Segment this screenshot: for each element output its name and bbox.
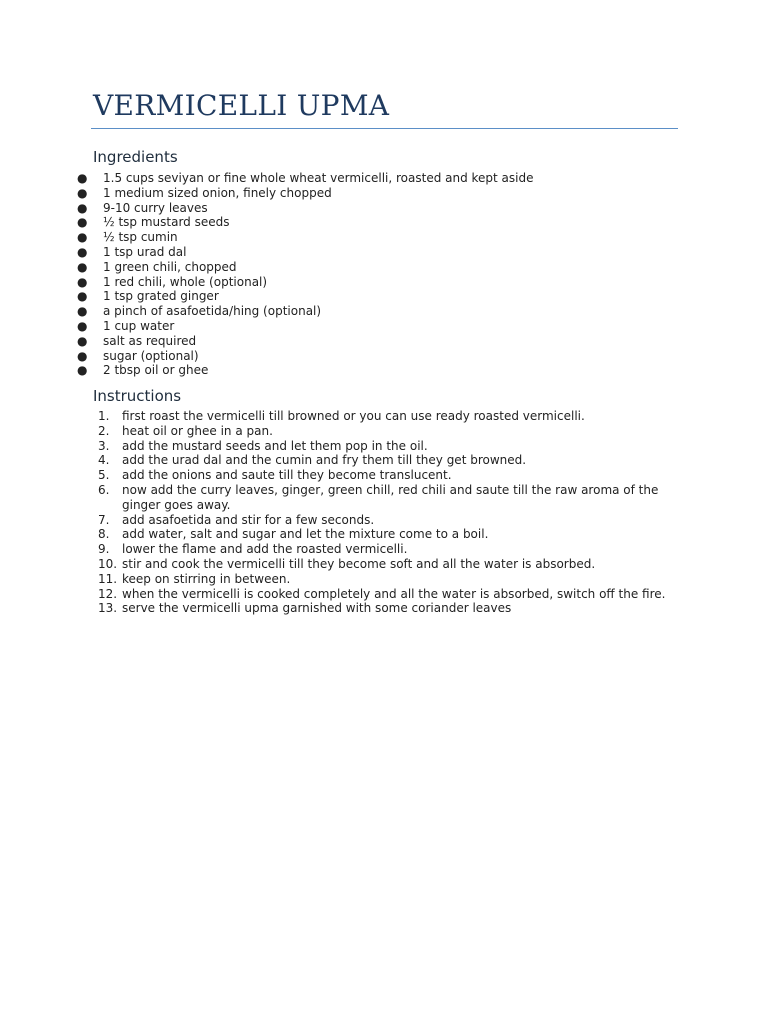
- step-number: 5.: [98, 468, 110, 483]
- step-text: serve the vermicelli upma garnished with some coriander leaves: [122, 601, 512, 616]
- bullet-icon: ●: [77, 171, 88, 185]
- bullet-icon: ●: [77, 333, 88, 348]
- step-text: when the vermicelli is cooked completely and all the water is absorbed, switch off the fire.: [122, 586, 666, 601]
- instruction-step: [0, 572, 680, 587]
- step-number: 9.: [98, 542, 110, 557]
- instruction-step: [0, 409, 680, 424]
- ingredient-item: ● ½ tsp cumin: [77, 230, 178, 245]
- instruction-step: [0, 424, 680, 439]
- bullet-icon: ●: [77, 304, 88, 319]
- step-text: add water, salt and sugar and let the mixture come to a boil.: [122, 527, 489, 542]
- ingredient-item: ● 1 cup water: [77, 318, 175, 333]
- instruction-step: [0, 527, 680, 542]
- ingredient-item: ● 1.5 cups seviyan or fine whole wheat vermicelli, roasted and kept aside: [77, 171, 534, 185]
- step-number: 4.: [98, 453, 110, 468]
- instruction-step: [0, 542, 680, 557]
- bullet-icon: ●: [77, 363, 88, 378]
- bullet-icon: ●: [77, 215, 88, 230]
- step-text: add the urad dal and the cumin and fry them till they get browned.: [122, 453, 527, 468]
- bullet-icon: ●: [77, 318, 88, 333]
- step-text: add the mustard seeds and let them pop in the oil.: [122, 438, 428, 453]
- ingredient-item: ● salt as required: [77, 333, 197, 348]
- ingredient-item: ● 1 tsp urad dal: [77, 244, 187, 259]
- bullet-icon: ●: [77, 274, 88, 289]
- instruction-step: [0, 513, 680, 528]
- step-number: 12.: [98, 586, 118, 601]
- step-number: 10.: [98, 556, 118, 571]
- instruction-step: [0, 587, 680, 602]
- ingredient-item: ● 1 medium sized onion, finely chopped: [77, 185, 332, 200]
- ingredient-item: ● ½ tsp mustard seeds: [77, 215, 230, 230]
- instruction-step: [0, 557, 680, 572]
- ingredients-heading: Ingredients: [93, 148, 178, 166]
- instruction-step: [0, 439, 680, 454]
- bullet-icon: ●: [77, 230, 88, 245]
- step-text: first roast the vermicelli till browned or you can use ready roasted vermicelli.: [122, 409, 585, 423]
- ingredient-item: ● 9-10 curry leaves: [77, 200, 208, 215]
- step-text: add asafoetida and stir for a few seconds.: [122, 512, 375, 527]
- bullet-icon: ●: [77, 244, 88, 259]
- bullet-icon: ●: [77, 348, 88, 363]
- step-number: 8.: [98, 527, 110, 542]
- step-number: 7.: [98, 512, 110, 527]
- ingredient-item: ● sugar (optional): [77, 348, 199, 363]
- ingredient-item: ● 1 tsp grated ginger: [77, 289, 219, 304]
- ingredient-item: ● 2 tbsp oil or ghee: [77, 363, 209, 378]
- bullet-icon: ●: [77, 289, 88, 304]
- bullet-icon: ●: [77, 200, 88, 215]
- instruction-step: [0, 483, 680, 513]
- step-number: 11.: [98, 571, 118, 586]
- step-text: keep on stirring in between.: [122, 571, 291, 586]
- ingredient-item: ● a pinch of asafoetida/hing (optional): [77, 304, 322, 319]
- instruction-step: [0, 601, 680, 616]
- step-number: 2.: [98, 423, 110, 438]
- ingredient-item: ● 1 green chili, chopped: [77, 259, 237, 274]
- step-text: add the onions and saute till they become translucent.: [122, 468, 452, 483]
- step-number: 3.: [98, 438, 110, 453]
- instructions-list: [0, 409, 680, 616]
- step-text: lower the flame and add the roasted vermicelli.: [122, 542, 408, 557]
- step-number: 13.: [98, 601, 118, 616]
- recipe-title: VERMICELLI UPMA: [93, 89, 390, 122]
- bullet-icon: ●: [77, 259, 88, 274]
- instruction-step: [0, 453, 680, 468]
- instruction-step: [0, 468, 680, 483]
- bullet-icon: ●: [77, 185, 88, 200]
- step-number: 6.: [98, 482, 110, 497]
- title-underline: [91, 128, 678, 129]
- ingredients-list: [0, 171, 534, 378]
- step-number: 1.: [98, 409, 110, 423]
- ingredient-item: ● 1 red chili, whole (optional): [77, 274, 268, 289]
- instructions-heading: Instructions: [93, 387, 182, 405]
- step-text: now add the curry leaves, ginger, green chill, red chili and saute till the raw aroma of the ginger goes away.: [122, 482, 659, 512]
- step-text: stir and cook the vermicelli till they become soft and all the water is absorbed.: [122, 556, 596, 571]
- step-text: heat oil or ghee in a pan.: [122, 423, 273, 438]
